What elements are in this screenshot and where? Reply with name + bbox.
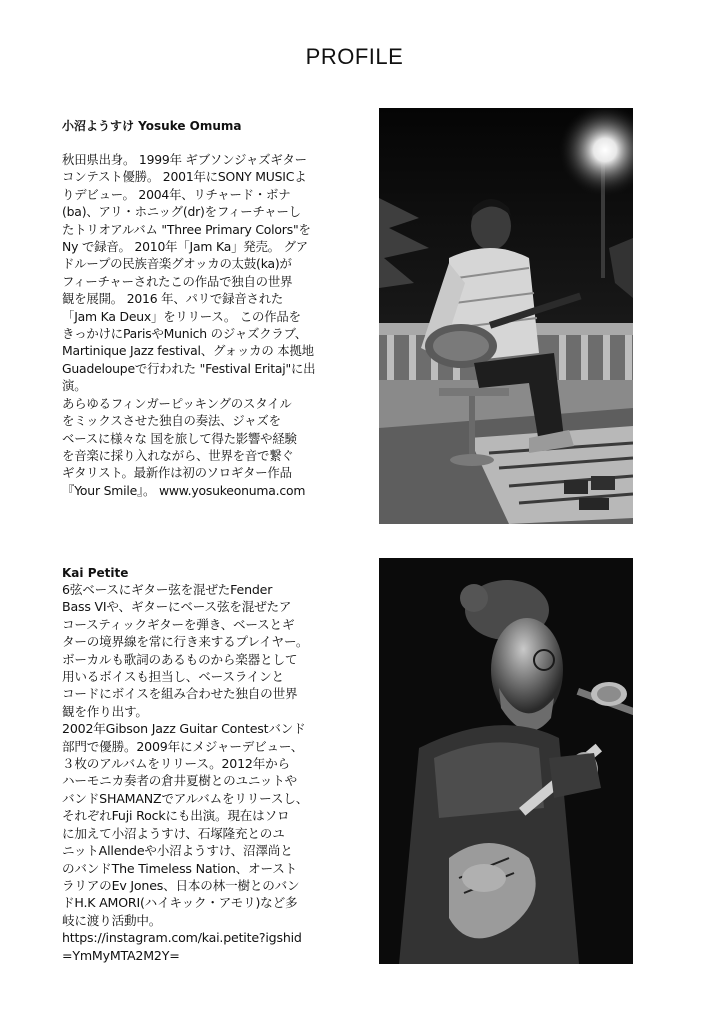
bio-line: 演。 xyxy=(62,378,87,394)
bio-line: フィーチャーされたこの作品で独自の世界 xyxy=(62,273,293,289)
bio-line: ニットAllendeや小沼ようすけ、沼澤尚と xyxy=(62,843,293,859)
yosuke-omuma-photo xyxy=(379,108,633,524)
bio-line: 観を展開。 2016 年、パリで録音された xyxy=(62,291,284,307)
artist-name: Kai Petite xyxy=(62,566,129,580)
bio-line: ボーカルも歌詞のあるものから楽器として xyxy=(62,651,298,667)
bio-line: を音楽に採り入れながら、世界を音で繋ぐ xyxy=(62,447,294,463)
bio-line: コンテスト優勝。 2001年にSONY MUSICよ xyxy=(62,169,307,185)
kai-petite-photo xyxy=(379,558,633,964)
bio-line: に加えて小沼ようすけ、石塚隆充とのユ xyxy=(62,825,285,841)
artist-name: 小沼ようすけ Yosuke Omuma xyxy=(62,119,242,133)
profile-yosuke-omuma xyxy=(62,118,352,499)
bio-line: Bass VIや、ギターにベース弦を混ぜたア xyxy=(62,599,292,615)
bio-line: Ny で録音。 2010年「Jam Ka」発売。 グア xyxy=(62,239,308,255)
bio-line: たトリオアルバム "Three Primary Colors"を xyxy=(62,221,311,237)
bio-line: 秋田県出身。 1999年 ギブソンジャズギター xyxy=(62,152,307,167)
bio-line: コードにボイスを組み合わせた独自の世界 xyxy=(62,686,298,702)
bio-line: バンドSHAMANZでアルバムをリリースし、 xyxy=(62,790,309,806)
bio-line: 6弦ベースにギター弦を混ぜたFender xyxy=(62,582,273,597)
bio-line: 『Your Smile』。 www.yosukeonuma.com xyxy=(62,482,306,498)
bio-line: あらゆるフィンガーピッキングのスタイル xyxy=(62,395,292,411)
bio-line: ドH.K AMORI(ハイキック・アモリ)など多 xyxy=(62,895,298,911)
bio-line: Guadeloupeで行われた "Festival Eritaj"に出 xyxy=(62,360,316,376)
bio-line: きっかけにParisやMunich のジャズクラブ、 xyxy=(62,326,307,342)
bio-line: 岐に渡り活動中。 xyxy=(62,912,162,928)
bio-line: コースティックギターを弾き、ベースとギ xyxy=(62,616,295,632)
bio-line: ベースに様々な 国を旅して得た影響や経験 xyxy=(62,430,297,446)
bio-line: 2002年Gibson Jazz Guitar Contestバンド xyxy=(62,721,306,737)
bio-line: ドループの民族音楽グオッカの太鼓(ka)が xyxy=(62,256,292,272)
bio-line: それぞれFuji Rockにも出演。現在はソロ xyxy=(62,808,290,824)
bio-line: Martinique Jazz festival、グォッカの 本拠地 xyxy=(62,343,314,359)
bio-line: ギタリスト。最新作は初のソロギター作品 xyxy=(62,465,292,481)
bio-line: https://instagram.com/kai.petite?igshid xyxy=(62,930,302,946)
bio-line: のバンドThe Timeless Nation、オースト xyxy=(62,860,297,876)
bio-line: ターの境界線を常に行き来するプレイヤー。 xyxy=(62,634,309,650)
bio-line: りデビュー。 2004年、リチャード・ボナ xyxy=(62,186,291,202)
bio-line: をミックスさせた独自の奏法、ジャズを xyxy=(62,413,281,429)
bio-line: ハーモニカ奏者の倉井夏樹とのユニットや xyxy=(62,773,297,789)
artist-bio-text xyxy=(62,581,352,964)
bio-line: 部門で優勝。2009年にメジャーデビュー、 xyxy=(62,738,304,754)
bio-line: ラリアのEv Jones、日本の林一樹とのバン xyxy=(62,877,300,893)
bio-line: (ba)、アリ・ホニッグ(dr)をフィーチャーし xyxy=(62,204,301,220)
bio-line: 用いるボイスも担当し、ベースラインと xyxy=(62,669,284,685)
bio-line: =YmMyMTA2M2Y= xyxy=(62,947,180,963)
bio-line: 観を作り出す。 xyxy=(62,703,148,719)
page-title: PROFILE xyxy=(305,44,404,69)
bio-line: 「Jam Ka Deux」をリリース。 この作品を xyxy=(62,308,301,324)
profile-kai-petite xyxy=(62,565,352,964)
artist-bio-text xyxy=(62,151,352,499)
bio-line: ３枚のアルバムをリリース。2012年から xyxy=(62,756,290,772)
